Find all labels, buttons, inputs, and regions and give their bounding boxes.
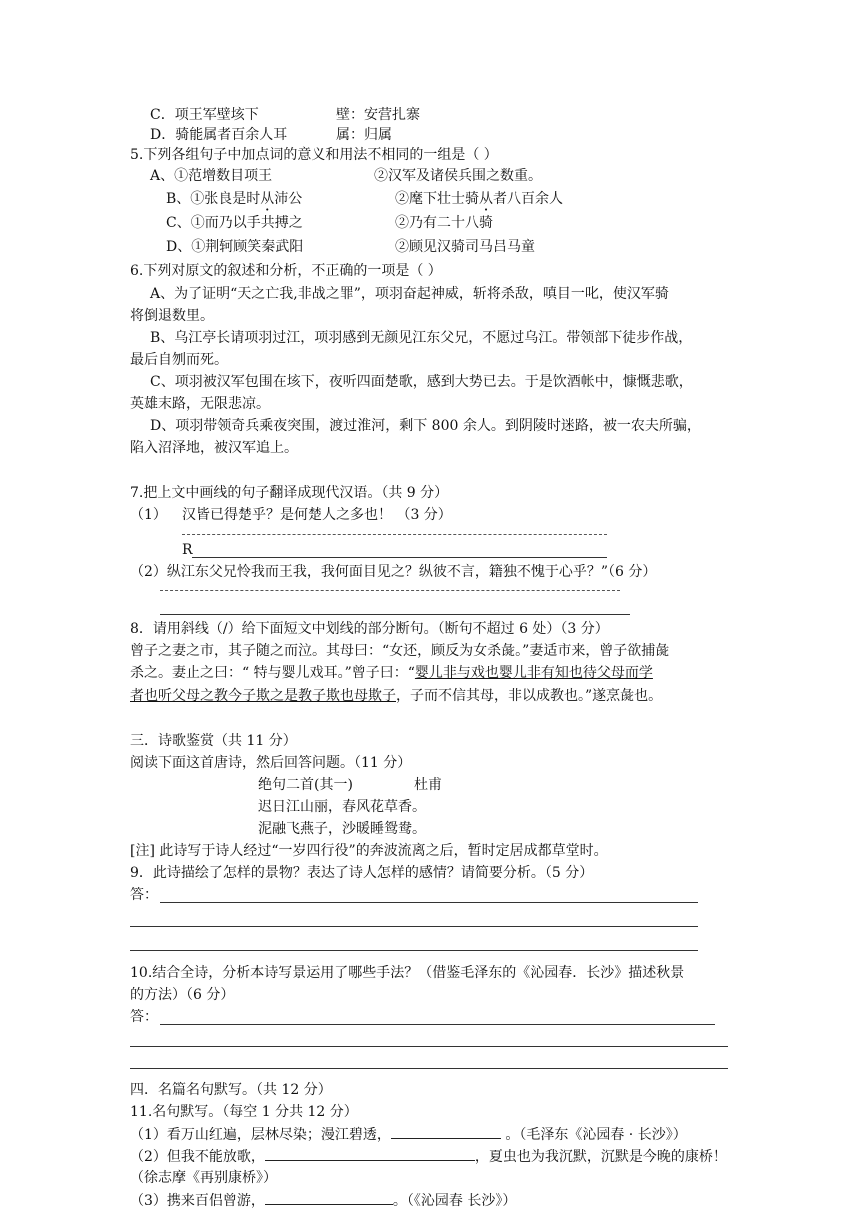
- q11-question: 11.名句默写。（每空 1 分共 12 分）: [130, 1104, 358, 1120]
- q7-answer-mark: R: [182, 542, 193, 558]
- option-text: 沛公: [274, 191, 303, 207]
- q10-question-line1: 10.结合全诗，分析本诗写景运用了哪些手法？（借鉴毛泽东的《沁园春．长沙》描述秋景: [130, 965, 685, 981]
- item-text: 。（毛泽东《沁园春 · 长沙》）: [500, 1127, 687, 1143]
- option-text: ②麾下壮士骑: [395, 191, 479, 207]
- q7-answer-line-2[interactable]: [192, 557, 607, 558]
- poem-line-1: 迟日江山丽，春风花草香。: [258, 799, 426, 815]
- q5-option-d-1: D、①荆轲顾笑秦武阳: [166, 239, 304, 255]
- item-text: 。（《沁园春 长沙》）: [392, 1193, 517, 1209]
- q5-option-a-1: A、①范增数目项王: [150, 168, 273, 184]
- q9-question: 9．此诗描绘了怎样的景物？表达了诗人怎样的感情？请简要分析。（5 分）: [130, 865, 594, 881]
- item-text: （1）看万山红遍，层林尽染；漫江碧透，: [130, 1127, 391, 1143]
- q7-question: 7.把上文中画线的句子翻译成现代汉语。（共 9 分）: [130, 485, 449, 501]
- item-text: （2）但我不能放歌，: [130, 1149, 265, 1165]
- q6-option-c-line2: 英雄末路，无限悲凉。: [130, 396, 270, 412]
- option-text: C．项王军壁垓下: [150, 107, 259, 123]
- q10-answer-line-1[interactable]: [160, 1024, 715, 1025]
- q10-answer-label: 答：: [130, 1009, 158, 1025]
- q6-option-b-line2: 最后自刎而死。: [130, 352, 228, 368]
- q8-passage-line3: [130, 686, 662, 706]
- q7-sentence-1-number: （1）: [130, 507, 167, 523]
- q7-answer-line-1[interactable]: [182, 534, 607, 535]
- q5-question: 5.下列各组句子中加点词的意义和用法不相同的一组是（ ）: [130, 147, 498, 163]
- q5-option-a-2: ②汉军及诸侯兵围之数重。: [374, 168, 542, 184]
- q5-option-c-2: ②乃有二十八骑: [395, 215, 493, 231]
- q9-answer-line-2[interactable]: [130, 926, 698, 927]
- option-text: B、①张良是时: [166, 191, 261, 207]
- q5-option-b-1: [166, 189, 302, 209]
- q11-item-3: [130, 1190, 516, 1211]
- q10-answer-line-2[interactable]: [130, 1046, 728, 1047]
- q8-question: 8．请用斜线（/）给下面短文中划线的部分断句。（断句不超过 6 处）（3 分）: [130, 621, 609, 637]
- q4-option-d-definition: 属：归属: [336, 127, 392, 143]
- fill-blank[interactable]: [391, 1124, 501, 1139]
- q6-option-d-line1: D、项羽带领奇兵乘夜突围，渡过淮河，剩下 800 余人。到阴陵时迷路，被一农夫所骗，: [150, 418, 701, 434]
- q11-item-2: [130, 1146, 727, 1167]
- q5-option-b-2: [395, 189, 563, 209]
- q11-item-2-source: （徐志摩《再别康桥》）: [130, 1170, 277, 1186]
- poem-title: 绝句二首(其一): [258, 777, 353, 793]
- fill-blank[interactable]: [265, 1190, 393, 1205]
- passage-text: 杀之。妻止之曰：“ 特与婴儿戏耳。”曾子曰：“: [130, 665, 415, 681]
- q9-answer-label: 答：: [130, 887, 158, 903]
- q5-option-d-2: ②顾见汉骑司马吕马童: [395, 239, 535, 255]
- q4-option-d: D．骑能属者百余人耳: [150, 127, 288, 143]
- q10-question-line2: 的方法）（6 分）: [130, 987, 235, 1003]
- q6-question: 6.下列对原文的叙述和分析，不正确的一项是（ ）: [130, 263, 442, 279]
- underlined-passage: 婴儿非与戏也婴儿非有知也待父母而学: [414, 665, 653, 681]
- q4-option-c-definition: 壁：安营扎寨: [336, 107, 420, 123]
- poem-line-2: 泥融飞燕子，沙暖睡鸳鸯。: [258, 821, 426, 837]
- q6-option-b-line1: B、乌江亭长请项羽过江，项羽感到无颜见江东父兄，不愿过乌江。带领部下徒步作战，: [150, 330, 693, 346]
- section-3-intro: 阅读下面这首唐诗，然后回答问题。（11 分）: [130, 755, 412, 771]
- poem-author: 杜甫: [414, 777, 442, 793]
- underlined-passage: 者也听父母之教今子欺之是教子欺也母欺子: [130, 688, 396, 704]
- dotted-word: 从: [260, 191, 275, 207]
- q10-answer-line-3[interactable]: [130, 1068, 728, 1069]
- q9-answer-line-3[interactable]: [130, 950, 698, 951]
- section-3-title: 三．诗歌鉴赏（共 11 分）: [130, 733, 297, 749]
- q6-option-c-line1: C、项羽被汉军包围在垓下，夜听四面楚歌，感到大势已去。于是饮酒帐中，慷慨悲歌，: [150, 374, 693, 390]
- q7-sentence-1: 汉皆已得楚乎？是何楚人之多也！ （3 分）: [182, 507, 452, 523]
- q8-passage-line1: 曾子之妻之市，其子随之而泣。其母曰：“女还，顾反为女杀彘。”妻适市来，曾子欲捕彘: [130, 643, 670, 659]
- passage-text: ，子而不信其母，非以成教也。”遂烹彘也。: [396, 688, 663, 704]
- item-text: ，夏虫也为我沉默，沉默是今晚的康桥！: [474, 1149, 727, 1165]
- q9-answer-line-1[interactable]: [160, 902, 698, 903]
- q7-answer-line-4[interactable]: [160, 614, 630, 615]
- section-4-title: 四．名篇名句默写。（共 12 分）: [130, 1082, 332, 1098]
- q6-option-d-line2: 陷入沼泽地，被汉军追上。: [130, 440, 298, 456]
- q6-option-a-line1: A、为了证明“天之亡我,非战之罪”，项羽奋起神威，斩将杀敌，嗔目一叱，使汉军骑: [150, 286, 669, 302]
- q4-option-c: [150, 105, 259, 125]
- dotted-word: 从: [479, 191, 493, 207]
- item-text: （3）携来百侣曾游，: [130, 1193, 265, 1209]
- option-text: 者八百余人: [493, 191, 563, 207]
- fill-blank[interactable]: [265, 1146, 475, 1161]
- q6-option-a-line2: 将倒退数里。: [130, 308, 214, 324]
- q7-sentence-2: （2）纵江东父兄怜我而王我，我何面目见之？纵彼不言，籍独不愧于心乎？”（6 分）: [130, 564, 657, 580]
- q7-answer-line-3[interactable]: [160, 590, 620, 591]
- q8-passage-line2: [130, 663, 653, 683]
- q11-item-1: [130, 1124, 687, 1145]
- q5-option-c-1: C、①而乃以手共搏之: [166, 215, 303, 231]
- poem-note: [注] 此诗写于诗人经过“一岁四行役”的奔波流离之后，暂时定居成都草堂时。: [130, 843, 608, 859]
